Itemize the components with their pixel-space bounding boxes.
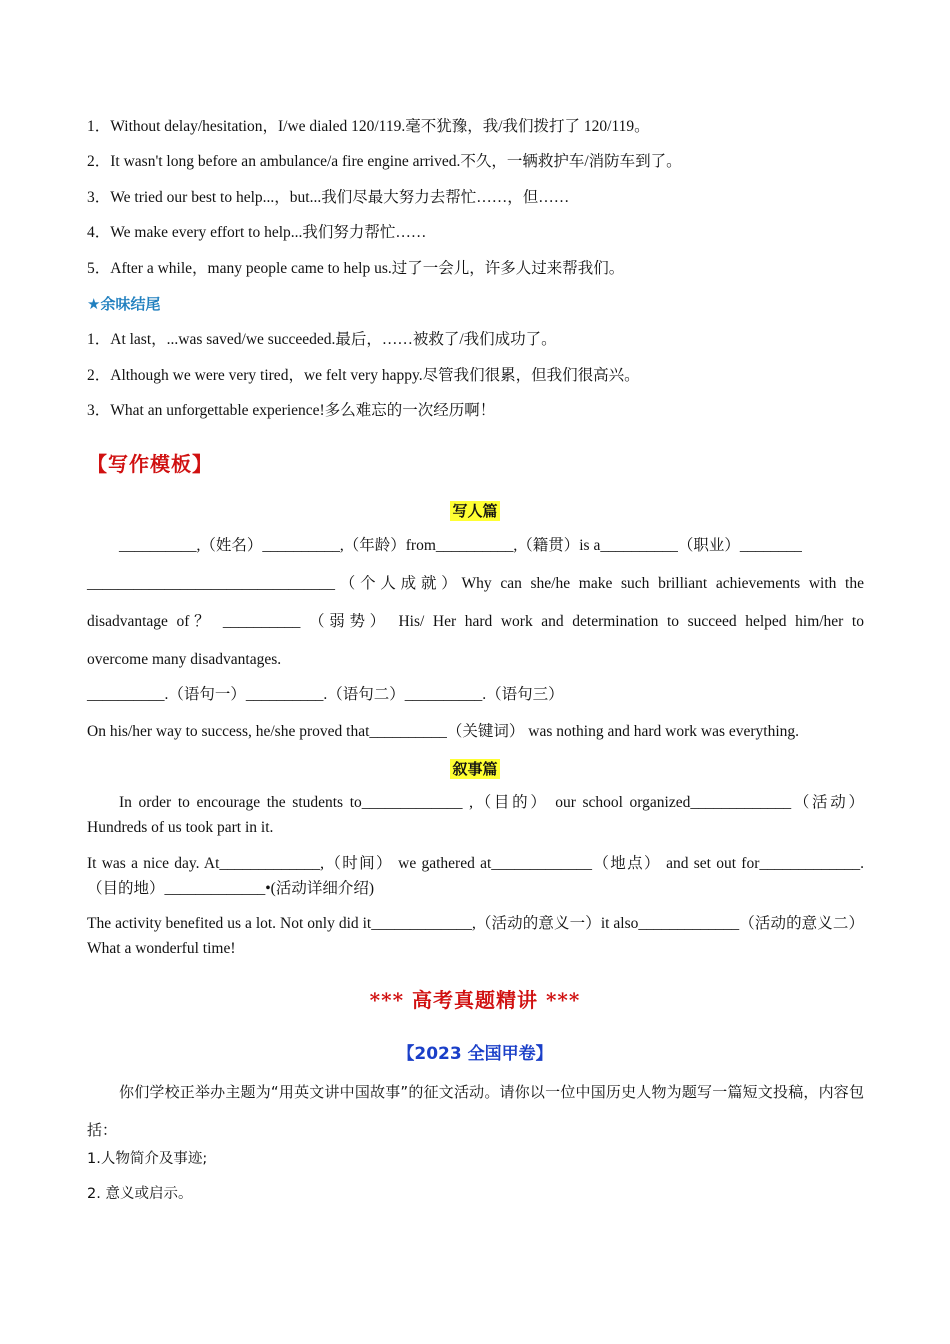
- phrase-item: 2．It wasn't long before an ambulance/a fire engine arrived.不久，一辆救护车/消防车到了。: [87, 153, 682, 170]
- person-template-line: __________,（姓名）__________,（年龄）from__________,（籍贯）is a__________（职业）________: [119, 537, 802, 554]
- exam-banner: *** 高考真题精讲 ***: [369, 988, 581, 1012]
- exam-point: 1.人物简介及事迹;: [87, 1151, 208, 1167]
- person-template-line: overcome many disadvantages.: [87, 651, 282, 668]
- phrase-item: 1．Without delay/hesitation，I/we dialed 120/119.毫不犹豫，我/我们拨打了 120/119。: [87, 118, 650, 135]
- exam-prompt: 你们学校正举办主题为“用英文讲中国故事”的征文活动。请你以一位中国历史人物为题写一篇短文投稿，内容包括：: [87, 1083, 864, 1139]
- narrative-paragraph: In order to encourage the students to_____________ ,（目的） our school organized_____________（活动）Hundreds of us took part in it.: [87, 794, 864, 836]
- narrative-paragraph: The activity benefited us a lot. Not only did it_____________,（活动的意义一）it also_____________（活动的意义二）What a wonderful time!: [87, 915, 864, 957]
- phrase-item: 3．We tried our best to help...，but...我们尽最大努力去帮忙……，但……: [87, 189, 570, 206]
- person-template-line: ________________________________（个人成就）Why can she/he make such brilliant achievements with the: [87, 575, 864, 592]
- phrase-item: 3．What an unforgettable experience!多么难忘的一次经历啊！: [87, 402, 496, 419]
- phrase-item: 1．At last，...was saved/we succeeded.最后，……被救了/我们成功了。: [87, 331, 557, 348]
- template-title: 【写作模板】: [87, 452, 213, 476]
- person-template-line: __________.（语句一）__________.（语句二）__________.（语句三）: [87, 686, 564, 703]
- phrase-item: 4．We make every effort to help...我们努力帮忙……: [87, 224, 427, 241]
- ending-heading: ★余味结尾: [87, 295, 161, 313]
- person-template-line: On his/her way to success, he/she proved that__________（关键词） was nothing and hard work was everything.: [87, 723, 800, 740]
- exam-title: 【2023 全国甲卷】: [397, 1044, 553, 1064]
- exam-point: 2. 意义或启示。: [87, 1186, 193, 1202]
- narrative-section-title: 叙事篇: [452, 760, 498, 778]
- phrase-item: 2．Although we were very tired，we felt very happy.尽管我们很累，但我们很高兴。: [87, 367, 640, 384]
- narrative-section-title-wrap: [0, 758, 950, 779]
- person-section-title-wrap: [0, 500, 950, 521]
- narrative-paragraph: It was a nice day. At_____________,（时间） we gathered at_____________（地点） and set out for_____________.（目的地）_____________•(活动详细介绍): [87, 855, 864, 897]
- phrase-item: 5．After a while，many people came to help us.过了一会儿，许多人过来帮我们。: [87, 260, 625, 277]
- person-template-line: disadvantage of？ __________ （弱势） His/ Her hard work and determination to succeed helped him/her to: [87, 613, 864, 630]
- person-section-title: 写人篇: [452, 502, 498, 520]
